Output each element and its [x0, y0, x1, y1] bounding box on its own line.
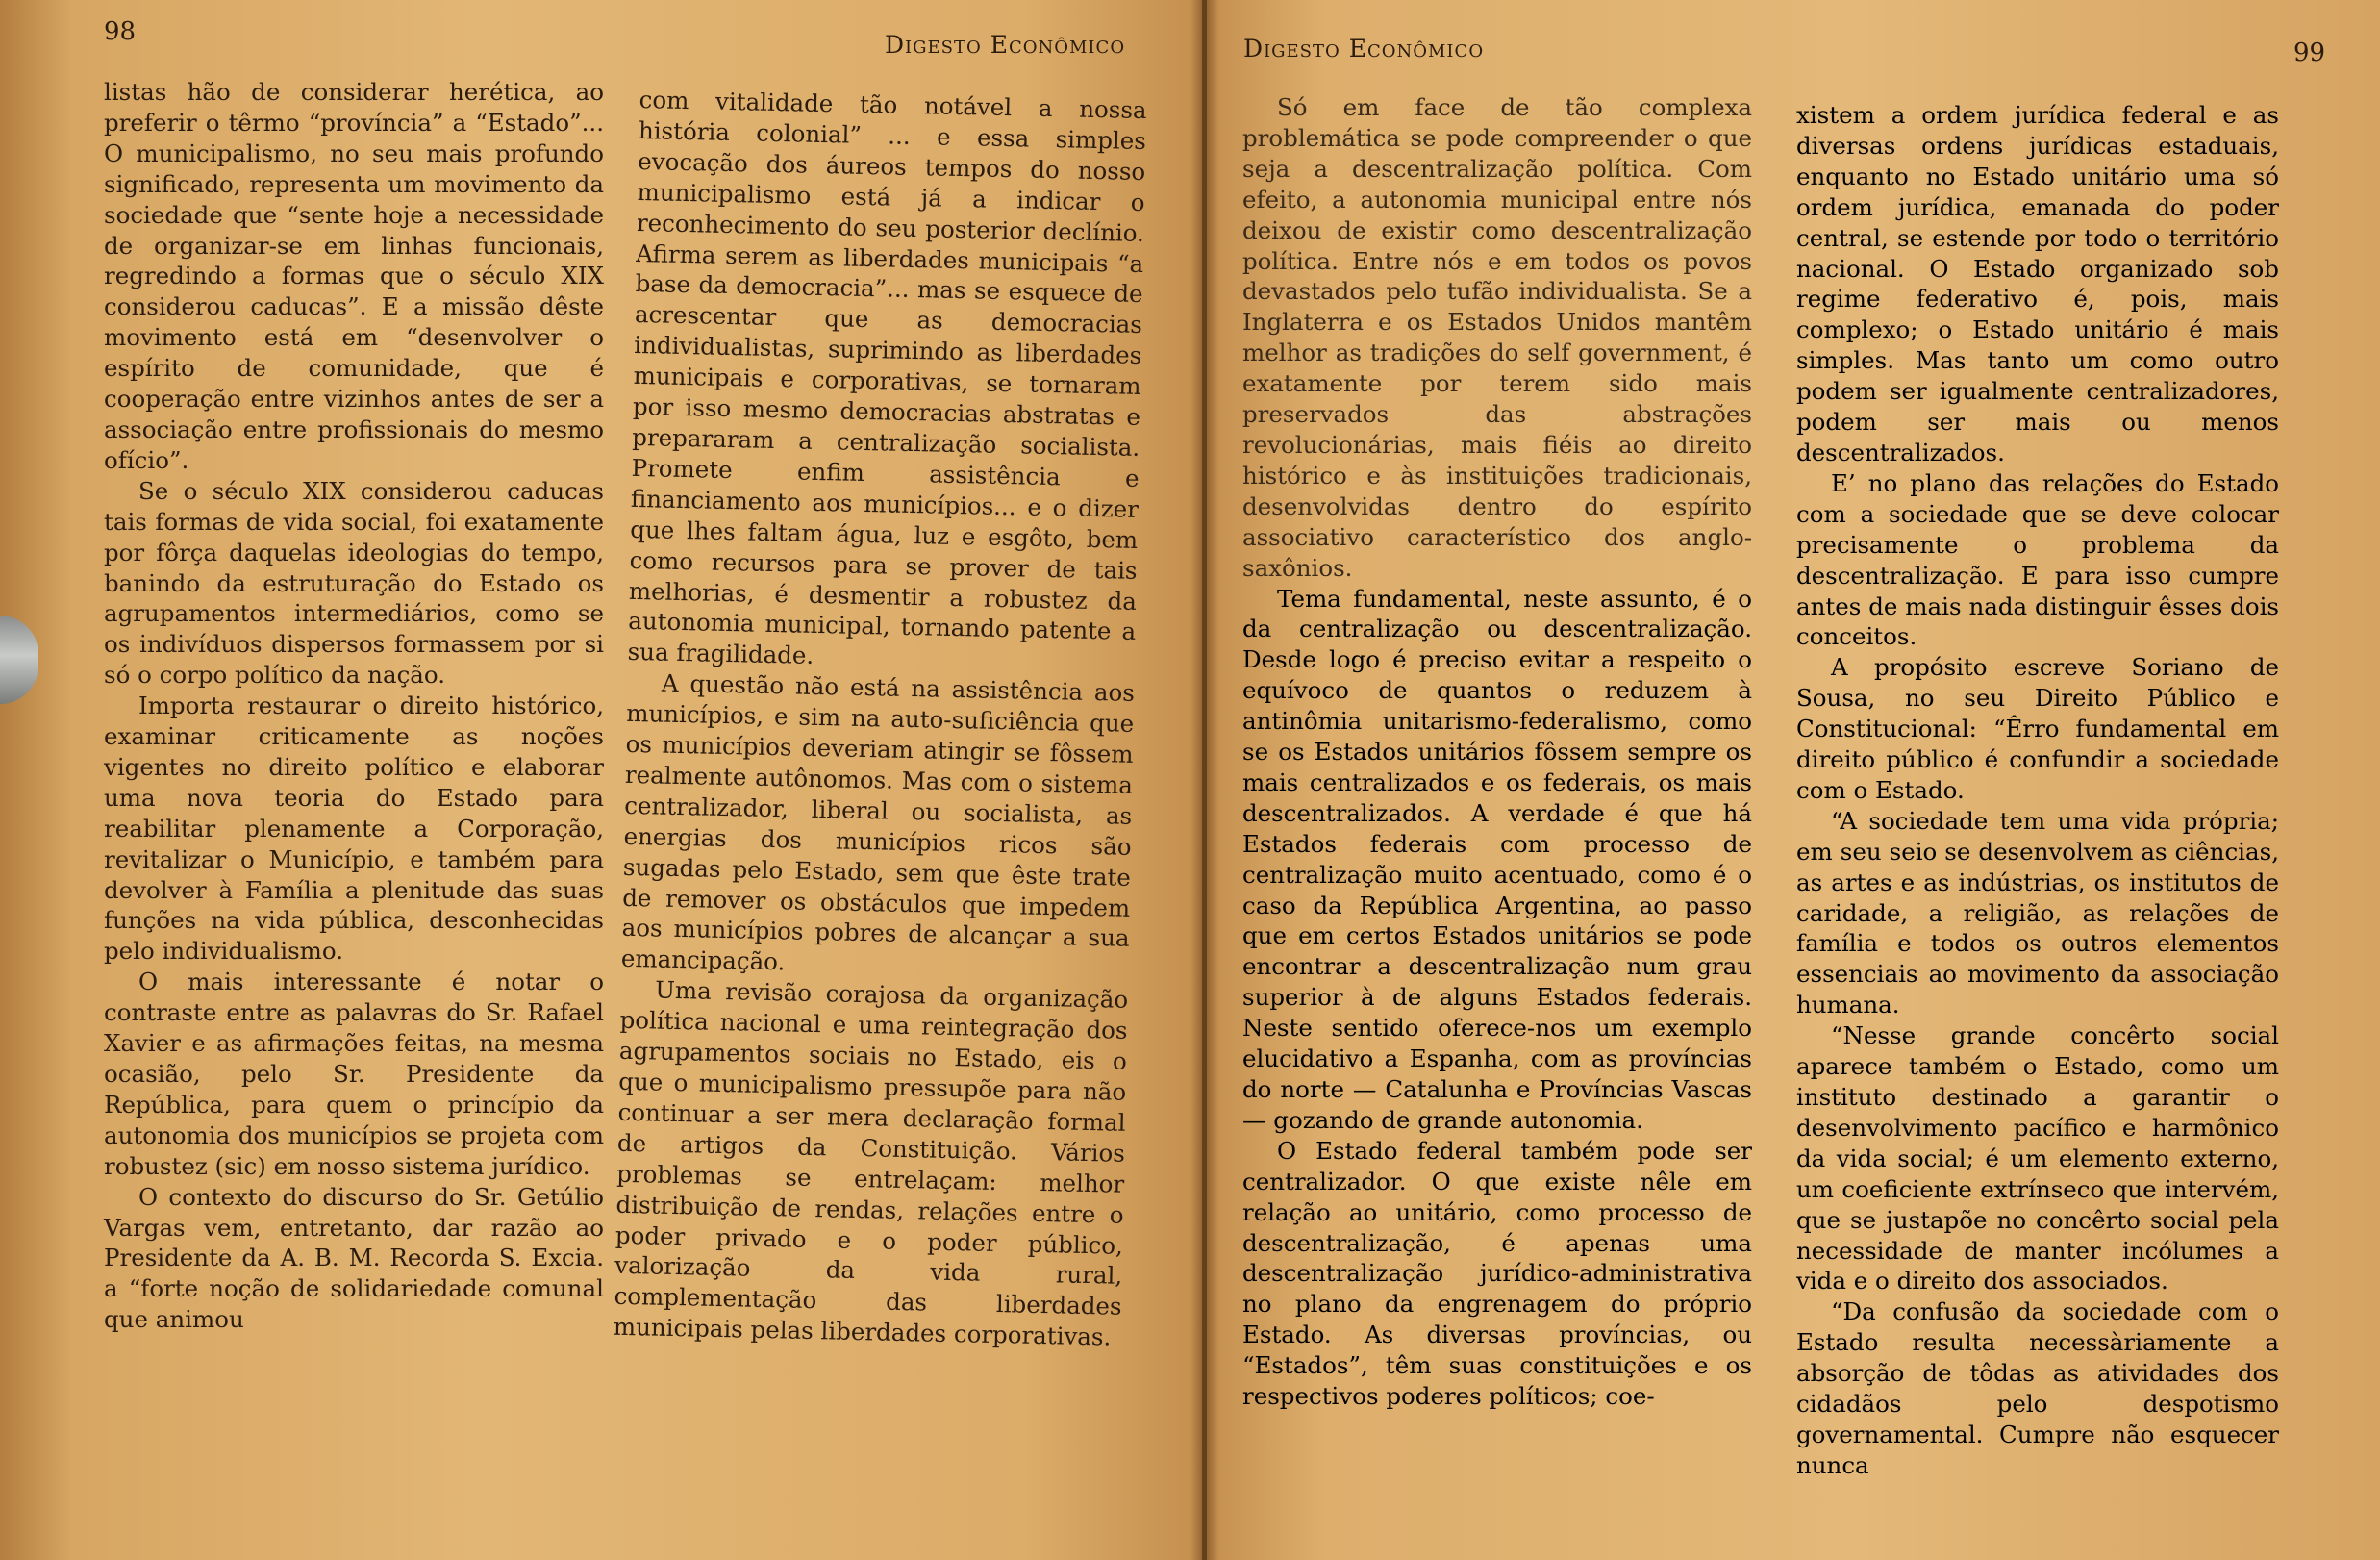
paragraph: xistem a ordem jurídica federal e as diversas ordens jurídicas estaduais, enquanto no Estado unitário uma só ordem jurídica, emanada do poder central, se estende por todo o território nacional. O Estado organizado sob regime federativo é, pois, mais complexo; o Estado unitário é mais simples. Mas tanto um como outro podem ser igualmente centralizadores, podem ser mais ou menos descentralizados. — [1796, 101, 2279, 466]
text-column-4 — [1796, 100, 2279, 1481]
text-column-1 — [104, 77, 604, 1335]
paragraph: A propósito escreve Soriano de Sousa, no seu Direito Público e Constitucional: “Êrro fundamental em direito público é confundir a sociedade com o Estado. — [1796, 653, 2279, 804]
paragraph: E’ no plano das relações do Estado com a sociedade que se deve colocar precisamente o problema da descentralização. E para isso cumpre antes de mais nada distinguir êsses dois conceitos. — [1796, 468, 2279, 651]
text-column-2 — [614, 85, 1147, 1353]
running-head-right: Digesto Econômico — [1243, 35, 1485, 63]
paragraph: Uma revisão corajosa da organização política nacional e uma reintegração dos agrupamentos sociais no Estado, eis o que o municipalismo pressupõe para não continuar a ser mera declaração formal de artigos da Constituição. Vários problemas se entrelaçam: melhor distribuição de rendas, relações entre o poder privado e o poder público, valorização da vida rural, complementação das liberdades municipais pelas liberdades corporativas. — [613, 975, 1129, 1351]
paragraph: O Estado federal também pode ser centralizador. O que existe nêle em relação ao unitário, como processo de descentralização, é apenas uma descentralização jurídico-administrativa no plano da engrenagem do próprio Estado. As diversas províncias, ou “Estados”, têm suas constituições e os respectivos poderes políticos; coe- — [1242, 1136, 1752, 1411]
paragraph: Tema fundamental, neste assunto, é o da centralização ou descentralização. Desde logo é preciso evitar a respeito o equívoco de quantos o reduzem à antinômia unitarismo-federalismo, como se os Estados unitários fôssem sempre os mais centralizados e os federais, os mais descentralizados. A verdade é que há Estados federais com processo de centralização muito acentuado, como é o caso da República Argentina, ao passo que em certos Estados unitários se pode encontrar a descentralização num grau superior à de alguns Estados federais. Neste sentido oferece-nos um exemplo elucidativo a Espanha, com as províncias do norte — Catalunha e Províncias Vascas — gozando de grande autonomia. — [1242, 584, 1752, 1134]
paragraph: A questão não está na assistência aos municípios, e sim na auto-suficiência que os municípios deveriam atingir se fôssem realmente autônomos. Mas com o sistema centralizador, liberal ou socialista, as energias dos municípios ricos são sugadas pelo Estado, sem que êste trate de remover os obstáculos que impedem aos municípios pobres de alcançar a sua emancipação. — [620, 668, 1136, 976]
paragraph: O mais interessante é notar o contraste entre as palavras do Sr. Rafael Xavier e as afirmações feitas, na mesma ocasião, pelo Sr. Presidente da República, para quem o princípio da autonomia dos municípios se projeta com robustez (sic) em nosso sistema jurídico. — [104, 968, 604, 1180]
page-number-right: 99 — [2293, 38, 2326, 67]
paragraph: “Nesse grande concêrto social aparece também o Estado, como um instituto destinado a garantir o desenvolvimento pacífico e harmônico da vida social; é um elemento externo, um coeficiente extrínseco que intervém, que se justapõe no concêrto social pela necessidade de manter incólumes a vida e o direito dos associados. — [1796, 1021, 2279, 1296]
metal-clip — [0, 616, 38, 704]
paragraph: Se o século XIX considerou caducas tais formas de vida social, foi exatamente por fôrça daquelas ideologias do tempo, banindo da estruturação do Estado os agrupamentos intermediários, como se os indivíduos dispersos formassem por si só o corpo político da nação. — [104, 476, 604, 690]
paragraph: O contexto do discurso do Sr. Getúlio Vargas vem, entretanto, dar razão ao Presidente da A. B. M. Recorda S. Excia. a “forte noção de solidariedade comunal que animou — [104, 1182, 604, 1334]
paragraph: Só em face de tão complexa problemática se pode compreender o que seja a descentralização política. Com efeito, a autonomia municipal entre nós deixou de existir como descentralização política. Entre nós e em todos os povos devastados pelo tufão individualista. Se a Inglaterra e os Estados Unidos mantêm melhor as tradições do self government, é exatamente por terem sido mais preservados das abstrações revolucionárias, mais fiéis ao direito histórico e às instituições tradicionais, desenvolvidas dentro do espírito associativo característico dos anglo-saxônios. — [1242, 93, 1752, 582]
book-gutter — [1190, 0, 1219, 1560]
paragraph: com vitalidade tão notável a nossa história colonial” ... e essa simples evocação dos áureos tempos do nosso municipalismo está já a indicar o reconhecimento do seu posterior declínio. Afirma serem as liberdades municipais “a base da democracia”... mas se esquece de acrescentar que as democracias individualistas, suprimindo as liberdades municipais e corporativas, se tornaram por isso mesmo democracias abstratas e prepararam a centralização socialista. Promete enfim assistência e financiamento aos municípios... e o dizer que lhes faltam água, luz e esgôto, bem como recursos para se prover de tais melhorias, é desmentir a robustez da autonomia municipal, tornando patente a sua fragilidade. — [627, 85, 1147, 670]
running-head-left: Digesto Econômico — [885, 31, 1126, 59]
text-column-3 — [1242, 92, 1752, 1412]
paragraph: listas hão de considerar herética, ao preferir o têrmo “província” a “Estado”... O municipalismo, no seu mais profundo significado, representa um movimento da sociedade que “sente hoje a necessidade de organizar-se em linhas funcionais, regredindo a formas que o século XIX considerou caducas”. E a missão dêste movimento está em “desenvolver o espírito de comunidade, que é cooperação entre vizinhos antes de ser a associação entre profissionais do mesmo ofício”. — [104, 78, 604, 474]
paragraph: “Da confusão da sociedade com o Estado resulta necessàriamente a absorção de tôdas as atividades dos cidadãos pelo despotismo governamental. Cumpre não esquecer nunca — [1796, 1297, 2279, 1479]
paragraph: “A sociedade tem uma vida própria; em seu seio se desenvolvem as ciências, as artes e as indústrias, os institutos de caridade, a religião, as relações de família e todos os outros elementos essenciais ao movimento da associação humana. — [1796, 806, 2279, 1019]
paragraph: Importa restaurar o direito histórico, examinar criticamente as noções vigentes no direito político e elaborar uma nova teoria do Estado para reabilitar plenamente a Corporação, revitalizar o Município, e também para devolver à Família a plenitude das suas funções na vida pública, desconhecidas pelo individualismo. — [104, 692, 604, 966]
page-number-left: 98 — [104, 17, 137, 46]
